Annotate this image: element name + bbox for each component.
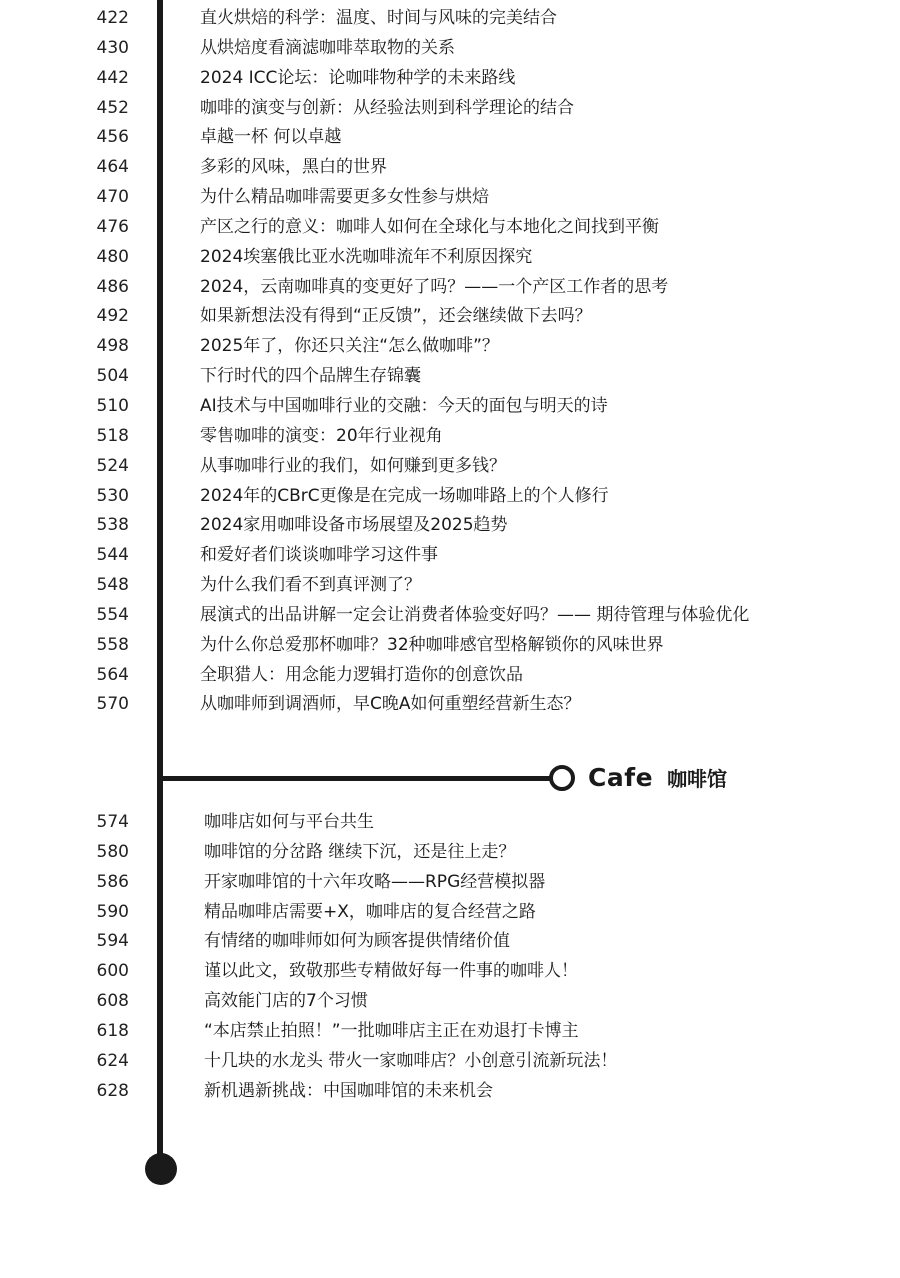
section-branch-line <box>160 776 552 781</box>
toc-entry[interactable] <box>0 957 900 987</box>
toc-article-title: 2024 ICC论坛：论咖啡物种学的未来路线 <box>200 67 516 88</box>
toc-page-number: 628 <box>96 1080 129 1101</box>
toc-article-title: 咖啡馆的分岔路 继续下沉，还是往上走？ <box>204 841 516 862</box>
toc-article-title: 产区之行的意义：咖啡人如何在全球化与本地化之间找到平衡 <box>200 216 659 237</box>
toc-article-title: 直火烘焙的科学：温度、时间与风味的完美结合 <box>200 8 557 28</box>
toc-article-title: 下行时代的四个品牌生存锦囊 <box>200 366 421 387</box>
toc-page-number: 574 <box>96 812 129 832</box>
toc-article-title: AI技术与中国咖啡行业的交融：今天的面包与明天的诗 <box>200 395 608 416</box>
toc-article-title: 全职猎人：用念能力逻辑打造你的创意饮品 <box>200 664 523 685</box>
toc-page-number: 600 <box>96 961 129 982</box>
toc-entry[interactable] <box>0 362 900 392</box>
toc-page-number: 422 <box>96 8 129 28</box>
toc-article-title: 2024年的CBrC更像是在完成一场咖啡路上的个人修行 <box>200 485 609 506</box>
toc-page-number: 510 <box>96 395 129 416</box>
toc-article-title: 从烘焙度看滴滤咖啡萃取物的关系 <box>200 37 455 58</box>
toc-article-title: 开家咖啡馆的十六年攻略——RPG经营模拟器 <box>204 871 546 892</box>
toc-entry[interactable] <box>0 838 900 868</box>
toc-entry[interactable] <box>0 927 900 957</box>
toc-article-title: 高效能门店的7个习惯 <box>204 991 368 1012</box>
toc-entry[interactable] <box>0 4 900 34</box>
toc-article-title: 有情绪的咖啡师如何为顾客提供情绪价值 <box>204 931 510 952</box>
toc-entry[interactable] <box>0 452 900 482</box>
toc-entry[interactable] <box>0 1077 900 1107</box>
toc-entry[interactable] <box>0 482 900 512</box>
toc-entry[interactable] <box>0 987 900 1017</box>
toc-entry[interactable] <box>0 34 900 64</box>
timeline-end-dot <box>145 1153 177 1185</box>
section-heading-english: Cafe <box>588 762 654 792</box>
toc-article-title: 咖啡店如何与平台共生 <box>204 812 374 832</box>
toc-article-title: 和爱好者们谈谈咖啡学习这件事 <box>200 545 438 566</box>
toc-page-number: 480 <box>96 246 129 267</box>
toc-article-title: 2024埃塞俄比亚水洗咖啡流年不利原因探究 <box>200 246 533 267</box>
section-heading-cafe <box>588 759 727 795</box>
toc-page-number: 476 <box>96 216 129 237</box>
toc-article-title: 十几块的水龙头 带火一家咖啡店？小创意引流新玩法！ <box>204 1050 618 1071</box>
toc-page-number: 486 <box>96 276 129 297</box>
toc-page-number: 464 <box>96 157 129 178</box>
toc-article-title: 2025年了，你还只关注“怎么做咖啡”？ <box>200 336 499 357</box>
toc-page-number: 538 <box>96 515 129 536</box>
toc-entry[interactable] <box>0 1047 900 1077</box>
toc-entry[interactable] <box>0 243 900 273</box>
toc-article-title: 精品咖啡店需要+X，咖啡店的复合经营之路 <box>204 901 536 922</box>
toc-entry[interactable] <box>0 332 900 362</box>
toc-entry[interactable] <box>0 1017 900 1047</box>
toc-article-title: 如果新想法没有得到“正反馈”，还会继续做下去吗？ <box>200 306 592 327</box>
section-heading-chinese: 咖啡馆 <box>667 766 728 791</box>
toc-page-number: 554 <box>96 604 129 625</box>
toc-entry[interactable] <box>0 183 900 213</box>
toc-article-title: 为什么精品咖啡需要更多女性参与烘焙 <box>200 187 489 208</box>
toc-page-number: 456 <box>96 127 129 148</box>
toc-page-number: 580 <box>96 841 129 862</box>
toc-page-number: 564 <box>96 664 129 685</box>
toc-entry[interactable] <box>0 571 900 601</box>
toc-page-number: 590 <box>96 901 129 922</box>
toc-entry[interactable] <box>0 213 900 243</box>
toc-page-number: 594 <box>96 931 129 952</box>
toc-page-number: 430 <box>96 37 129 58</box>
toc-entry[interactable] <box>0 94 900 124</box>
toc-article-title: 为什么我们看不到真评测了？ <box>200 575 421 596</box>
toc-article-title: 咖啡的演变与创新：从经验法则到科学理论的结合 <box>200 97 574 118</box>
toc-article-title: 2024家用咖啡设备市场展望及2025趋势 <box>200 515 508 536</box>
toc-entry[interactable] <box>0 601 900 631</box>
toc-article-title: 卓越一杯 何以卓越 <box>200 127 342 148</box>
toc-page-number: 618 <box>96 1020 129 1041</box>
toc-page-number: 452 <box>96 97 129 118</box>
toc-page-number: 586 <box>96 871 129 892</box>
toc-page-number: 558 <box>96 634 129 655</box>
toc-entry[interactable] <box>0 392 900 422</box>
toc-entry[interactable] <box>0 661 900 691</box>
toc-page-number: 518 <box>96 425 129 446</box>
toc-page-number: 548 <box>96 575 129 596</box>
toc-article-title: 从咖啡师到调酒师，早C晚A如何重塑经营新生态？ <box>200 694 581 715</box>
toc-article-title: “本店禁止拍照！”一批咖啡店主正在劝退打卡博主 <box>204 1020 579 1041</box>
toc-entry[interactable] <box>0 868 900 898</box>
toc-page-number: 504 <box>96 366 129 387</box>
toc-entry[interactable] <box>0 631 900 661</box>
toc-entry[interactable] <box>0 153 900 183</box>
toc-article-title: 从事咖啡行业的我们，如何赚到更多钱？ <box>200 455 506 476</box>
toc-entry[interactable] <box>0 511 900 541</box>
toc-entry[interactable] <box>0 541 900 571</box>
toc-page-number: 544 <box>96 545 129 566</box>
toc-article-title: 零售咖啡的演变：20年行业视角 <box>200 425 443 446</box>
toc-article-title: 谨以此文，致敬那些专精做好每一件事的咖啡人！ <box>204 961 578 982</box>
toc-entry[interactable] <box>0 64 900 94</box>
toc-page-number: 608 <box>96 991 129 1012</box>
toc-page-number: 498 <box>96 336 129 357</box>
toc-page-number: 624 <box>96 1050 129 1071</box>
toc-page-number: 470 <box>96 187 129 208</box>
toc-entry[interactable] <box>0 422 900 452</box>
toc-page-number: 524 <box>96 455 129 476</box>
toc-article-title: 多彩的风味，黑白的世界 <box>200 157 387 178</box>
toc-article-title: 2024，云南咖啡真的变更好了吗？——一个产区工作者的思考 <box>200 276 669 297</box>
toc-entry[interactable] <box>0 273 900 303</box>
toc-article-title: 为什么你总爱那杯咖啡？32种咖啡感官型格解锁你的风味世界 <box>200 634 664 655</box>
toc-article-title: 展演式的出品讲解一定会让消费者体验变好吗？—— 期待管理与体验优化 <box>200 604 750 625</box>
section-marker-circle <box>549 765 575 791</box>
toc-entry[interactable] <box>0 123 900 153</box>
toc-page-number: 530 <box>96 485 129 506</box>
toc-entry[interactable] <box>0 302 900 332</box>
toc-entry[interactable] <box>0 898 900 928</box>
toc-page-number: 570 <box>96 694 129 715</box>
toc-page-number: 492 <box>96 306 129 327</box>
toc-page-number: 442 <box>96 67 129 88</box>
toc-list-cafe-section <box>0 808 900 1106</box>
toc-entry[interactable] <box>0 690 900 720</box>
toc-list-previous-section <box>0 4 900 720</box>
toc-entry[interactable] <box>0 808 900 838</box>
toc-article-title: 新机遇新挑战：中国咖啡馆的未来机会 <box>204 1080 493 1101</box>
